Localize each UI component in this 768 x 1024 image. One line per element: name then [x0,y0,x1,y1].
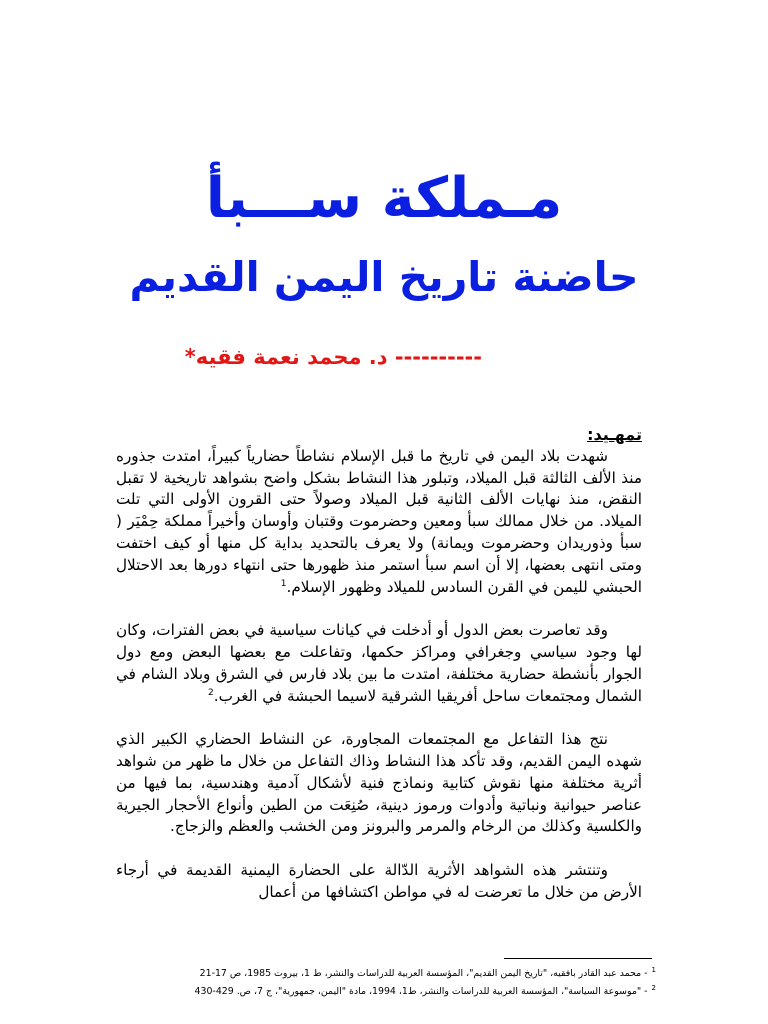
footnote-text: - "موسوعة السياسة"، المؤسسة العربية للدراسات والنشر، ط1، 1994، مادة "اليمن، جمهورية"، ج 7، ص. 429-430 [194,986,648,998]
footnote-number: 2 [651,984,656,993]
document-subtitle: حاضنة تاريخ اليمن القديم [129,253,639,301]
paragraph-text: شهدت بلاد اليمن في تاريخ ما قبل الإسلام نشاطاً حضارياً كبيراً، امتدت جذوره منذ الألف الثالثة قبل الميلاد، وتبلور هذا النشاط بشكل واضح بشواهد تاريخية لا تقبل النقض، منذ نهايات الألف الثانية قبل الميلاد وصولاً حتى القرون الأولى التي تلت الميلاد. من خلال ممالك سبأ ومعين وحضرموت وقتبان وأوسان وأخيراً مملكة حِمْيَر ( سبأ وذوريدان وحضرموت ويمانة) ولا يعرف بالتحديد بداية كل منها أو كيف اختفت ومتى انتهى بعضها، إلا أن اسم سبأ استمر منذ ظهورها حتى انتهاء دورها بعد الاحتلال الحبشي لليمن في القرن السادس للميلاد وظهور الإسلام. [116,446,642,596]
document-title: مـملكة ســـبأ [205,166,563,231]
footnotes [116,963,656,999]
footnote-number: 1 [651,966,656,974]
paragraph-3 [116,729,642,838]
footnote-ref: 1 [280,578,287,589]
footnote-ref: 2 [208,687,214,698]
footnote-2 [116,981,656,999]
footnote-1 [116,963,656,981]
footnote-text: - محمد عبد القادر بافقيه، "تاريخ اليمن القديم"، المؤسسة العربية للدراسات والنشر، ط 1، بيروت 1985، ص 17-21 [199,968,648,980]
section-heading: تمهـيد: [587,425,642,444]
paragraph-text: وقد تعاصرت بعض الدول أو أدخلت في كيانات سياسية في بعض الفترات، وكان لها وجود سياسي وجغرافي ومراكز حكمها، وتفاعلت مع بعضها البعض ومع دول الجوار بأنشطة حضارية مختلفة، امتدت ما بين بلاد فارس في الشرق وبلاد الشام في الشمال ومجتمعات ساحل أفريقيا الشرقية لاسيما الحبشة في الغرب. [116,621,642,705]
paragraph-text: نتج هذا التفاعل مع المجتمعات المجاورة، عن النشاط الحضاري الكبير الذي شهده اليمن القديم، وقد تأكد هذا النشاط وذاك التفاعل من خلال ما ظهر من شواهد أثرية مختلفة منها نقوش كتابية ونماذج فنية لأشكال آدمية وهندسية، بما فيها من عناصر حيوانية ونباتية وأدوات ورموز دينية، صُنِعَت من الطين وأنواع الأحجار الجيرية والكلسية وكذلك من الرخام والمرمر والبرونز ومن الخشب والعظم والزجاج. [116,730,642,836]
paragraph-2 [116,620,642,707]
paragraph-text: وتنتشر هذه الشواهد الأثرية الدّالة على الحضارة اليمنية القديمة في أرجاء الأرض من خلال ما تعرضت له في مواطن اكتشافها من أعمال [116,860,642,901]
article-body [116,424,642,925]
author-line: ---------- د. محمد نعمة فقيه* [184,345,482,369]
paragraph-1 [116,446,642,599]
footnote-divider [504,958,652,959]
paragraph-4 [116,860,642,904]
